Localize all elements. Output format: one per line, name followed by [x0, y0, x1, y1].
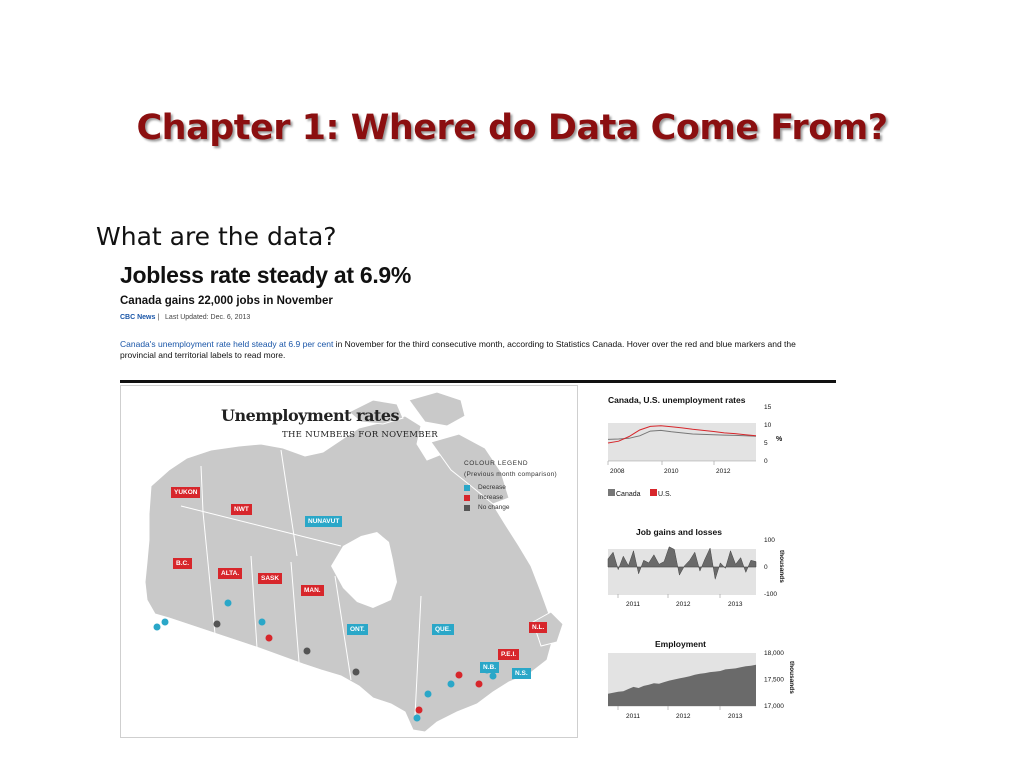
- chart-jobs-band: [608, 549, 756, 595]
- chart-employment-title: Employment: [655, 639, 707, 649]
- legend-label-decrease: Decrease: [478, 484, 506, 491]
- legend-swatch-canada: [608, 489, 615, 496]
- colour-legend: [464, 460, 557, 514]
- intro-link[interactable]: Canada's unemployment rate held steady at 6.9 per cent: [120, 339, 334, 349]
- y-tick-label: -100: [764, 591, 778, 598]
- x-tick-label: 2008: [610, 468, 625, 475]
- intro-text: in November for the third consecutive month, according to Statistics Canada. Hover over the red and blue markers and the provincial and territorial labels to read more.: [120, 339, 796, 360]
- article-source-link[interactable]: CBC News: [120, 314, 156, 321]
- legend-item-increase: [464, 494, 557, 501]
- slide-subtitle: What are the data?: [96, 222, 337, 251]
- chart-employment-x-ticks: [618, 706, 743, 720]
- marker-ottawa[interactable]: [425, 691, 432, 698]
- y-tick-label: 0: [764, 458, 768, 465]
- x-tick-label: 2012: [676, 713, 691, 720]
- chart-jobs-x-ticks: [618, 594, 743, 608]
- chart-jobs-y-ticks: [764, 537, 777, 598]
- chart-unemployment-y-ticks: [764, 404, 772, 465]
- province-label-pei[interactable]: P.E.I.: [498, 649, 519, 660]
- y-tick-label: 0: [764, 564, 768, 571]
- legend-item-no-change: [464, 504, 557, 511]
- article-headline: Jobless rate steady at 6.9%: [120, 262, 412, 288]
- legend-note: (Previous month comparison): [464, 471, 557, 478]
- province-label-ont[interactable]: ONT.: [347, 624, 368, 635]
- marker-edmonton[interactable]: [225, 600, 232, 607]
- legend-title: COLOUR LEGEND: [464, 460, 529, 467]
- province-label-yukon[interactable]: YUKON: [171, 487, 200, 498]
- article-intro: [120, 339, 825, 361]
- legend-swatch-decrease: [464, 485, 470, 491]
- y-tick-label: 15: [764, 404, 772, 411]
- province-label-man[interactable]: MAN.: [301, 585, 324, 596]
- side-charts: [598, 385, 808, 730]
- marker-quebec-city[interactable]: [456, 672, 463, 679]
- slide-title: Chapter 1: Where do Data Come From?: [136, 108, 888, 148]
- chart-unemployment-ylabel: %: [776, 436, 783, 443]
- chart-employment-ylabel: thousands: [788, 661, 795, 694]
- x-tick-label: 2013: [728, 713, 743, 720]
- marker-halifax[interactable]: [490, 673, 497, 680]
- marker-saskatoon[interactable]: [259, 619, 266, 626]
- x-tick-label: 2010: [664, 468, 679, 475]
- article-deck: Canada gains 22,000 jobs in November: [120, 295, 333, 307]
- marker-calgary[interactable]: [214, 621, 221, 628]
- marker-regina[interactable]: [266, 635, 273, 642]
- province-label-bc[interactable]: B.C.: [173, 558, 192, 569]
- chart-unemployment-x-ticks: [608, 461, 731, 475]
- legend-label-increase: Increase: [478, 494, 503, 501]
- marker-winnipeg[interactable]: [304, 648, 311, 655]
- y-tick-label: 17,000: [764, 703, 784, 710]
- legend-label-no-change: No change: [478, 504, 510, 511]
- x-tick-label: 2012: [716, 468, 731, 475]
- province-label-sask[interactable]: SASK: [258, 573, 282, 584]
- marker-sudbury[interactable]: [353, 669, 360, 676]
- x-tick-label: 2013: [728, 601, 743, 608]
- province-label-nwt[interactable]: NWT: [231, 504, 252, 515]
- legend-swatch-us: [650, 489, 657, 496]
- x-tick-label: 2011: [626, 713, 640, 720]
- province-label-ns[interactable]: N.S.: [512, 668, 531, 679]
- marker-toronto[interactable]: [416, 707, 423, 714]
- marker-windsor[interactable]: [414, 715, 421, 722]
- map-title: Unemployment rates: [221, 406, 400, 425]
- legend-swatch-no-change: [464, 505, 470, 511]
- province-label-nunavut[interactable]: NUNAVUT: [305, 516, 342, 527]
- y-tick-label: 18,000: [764, 650, 784, 657]
- chart-unemployment-title: Canada, U.S. unemployment rates: [608, 395, 746, 405]
- province-label-que[interactable]: QUE.: [432, 624, 454, 635]
- chart-unemployment-band: [608, 423, 756, 461]
- y-tick-label: 17,500: [764, 676, 784, 684]
- legend-swatch-increase: [464, 495, 470, 501]
- byline-separator: |: [157, 314, 160, 321]
- province-label-nl[interactable]: N.L.: [529, 622, 547, 633]
- legend-item-decrease: [464, 484, 557, 491]
- legend-label-canada: Canada: [616, 491, 641, 498]
- marker-vancouver[interactable]: [162, 619, 169, 626]
- y-tick-label: 5: [764, 440, 768, 447]
- marker-montreal[interactable]: [448, 681, 455, 688]
- marker-moncton[interactable]: [476, 681, 483, 688]
- marker-victoria[interactable]: [154, 624, 161, 631]
- legend-label-us: U.S.: [658, 491, 672, 498]
- map-panel: [120, 385, 578, 738]
- x-tick-label: 2011: [626, 601, 640, 608]
- province-label-alta[interactable]: ALTA.: [218, 568, 242, 579]
- province-label-nb[interactable]: N.B.: [480, 662, 499, 673]
- section-divider: [120, 380, 836, 383]
- chart-employment-y-ticks: [764, 650, 784, 710]
- article-updated: Last Updated: Dec. 6, 2013: [165, 314, 251, 321]
- x-tick-label: 2012: [676, 601, 691, 608]
- chart-jobs-title: Job gains and losses: [636, 527, 722, 537]
- arctic-island-2: [409, 392, 465, 426]
- y-tick-label: 10: [764, 422, 772, 429]
- article-byline: [120, 314, 250, 321]
- chart-jobs-ylabel: thousands: [778, 550, 785, 583]
- map-subtitle: THE NUMBERS FOR NOVEMBER: [282, 430, 438, 440]
- y-tick-label: 100: [764, 537, 775, 544]
